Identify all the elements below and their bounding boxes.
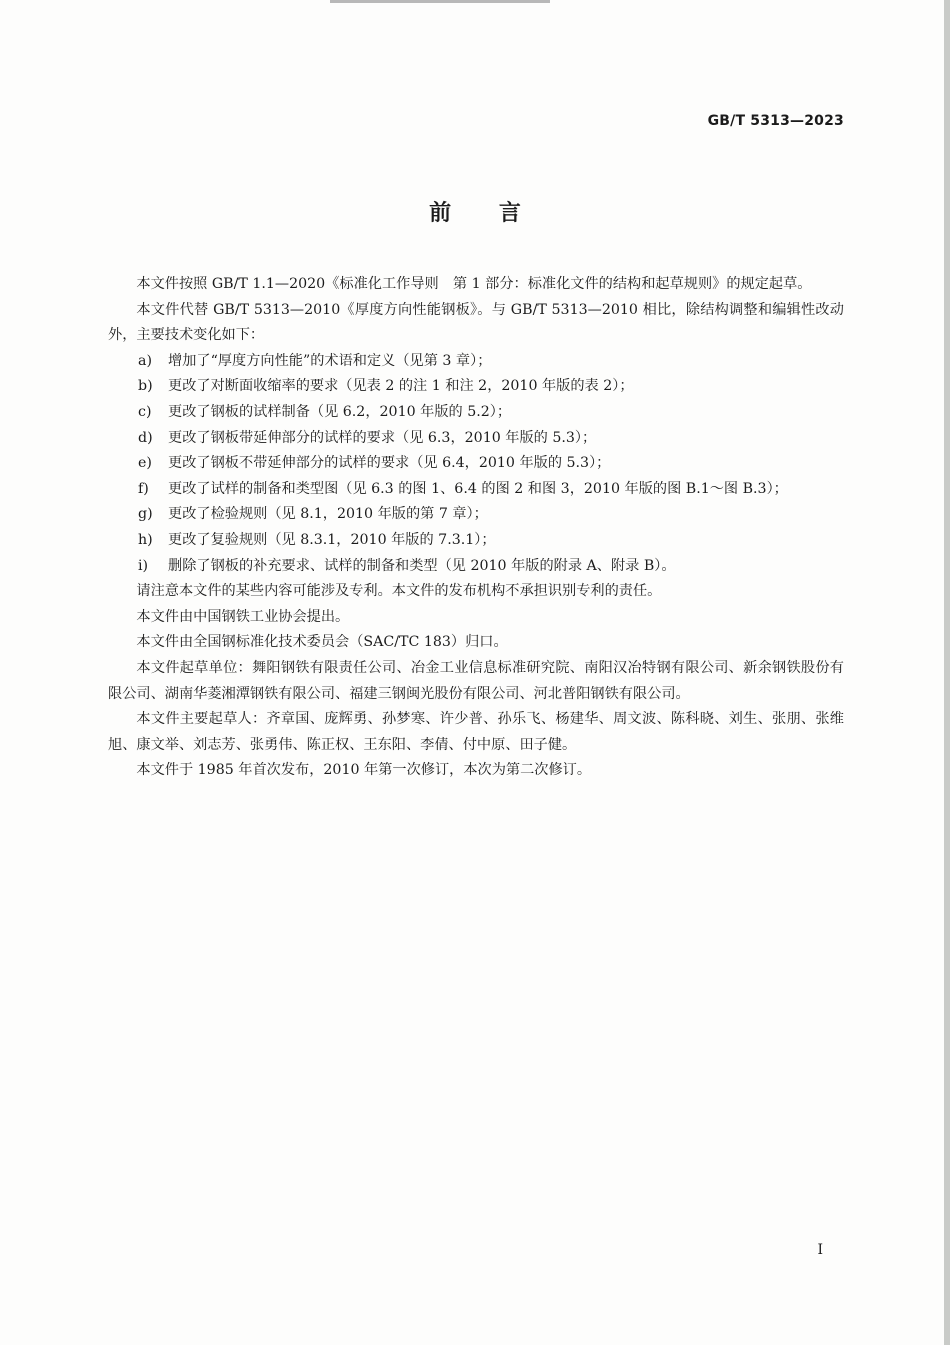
- list-item-label: c): [138, 403, 152, 420]
- list-item-label: b): [138, 378, 153, 395]
- list-item-label: e): [138, 455, 152, 472]
- list-item: [108, 502, 844, 528]
- list-item-text: 更改了钢板带延伸部分的试样的要求（见 6.3，2010 年版的 5.3）；: [168, 429, 597, 446]
- list-item: [108, 528, 844, 554]
- list-item: [108, 400, 844, 426]
- foreword-content: [108, 272, 844, 784]
- list-item-label: h): [138, 531, 153, 548]
- paragraph-replacement: 本文件代替 GB/T 5313—2010《厚度方向性能钢板》。与 GB/T 5313—2010 相比，除结构调整和编辑性改动外，主要技术变化如下：: [108, 301, 844, 344]
- list-item-label: g): [138, 506, 153, 523]
- list-item-label: f): [138, 480, 149, 497]
- list-item-text: 更改了检验规则（见 8.1，2010 年版的第 7 章）；: [168, 506, 488, 523]
- list-item-text: 更改了试样的制备和类型图（见 6.3 的图 1、6.4 的图 2 和图 3，2010 年版的图 B.1～图 B.3）；: [168, 480, 788, 497]
- list-item: [108, 554, 844, 580]
- page-number: I: [817, 1242, 823, 1258]
- paragraph-drafting-units: 本文件起草单位：舞阳钢铁有限责任公司、冶金工业信息标准研究院、南阳汉冶特钢有限公司、新余钢铁股份有限公司、湖南华菱湘潭钢铁有限公司、福建三钢闽光股份有限公司、河北普阳钢铁有限公司。: [108, 659, 844, 702]
- paragraph-centralized-unit: 本文件由全国钢标准化技术委员会（SAC/TC 183）归口。: [136, 634, 508, 651]
- list-item-label: d): [138, 429, 153, 446]
- paragraph-publication-history: 本文件于 1985 年首次发布，2010 年第一次修订，本次为第二次修订。: [136, 762, 592, 779]
- list-item-text: 更改了钢板的试样制备（见 6.2，2010 年版的 5.2）；: [168, 403, 512, 420]
- page-title: 前 言: [429, 201, 521, 226]
- list-item: [108, 477, 844, 503]
- list-item: [108, 349, 844, 375]
- scan-top-edge: [330, 0, 550, 3]
- document-code: GB/T 5313—2023: [707, 113, 844, 129]
- list-item-text: 更改了钢板不带延伸部分的试样的要求（见 6.4，2010 年版的 5.3）；: [168, 455, 611, 472]
- list-item-text: 增加了“厚度方向性能”的术语和定义（见第 3 章）；: [168, 352, 492, 369]
- list-item-label: i): [138, 557, 149, 574]
- list-item-text: 更改了复验规则（见 8.3.1，2010 年版的 7.3.1）；: [168, 531, 496, 548]
- list-item-text: 更改了对断面收缩率的要求（见表 2 的注 1 和注 2，2010 年版的表 2）；: [168, 378, 634, 395]
- list-item-text: 删除了钢板的补充要求、试样的制备和类型（见 2010 年版的附录 A、附录 B）。: [168, 557, 676, 574]
- list-item: [108, 374, 844, 400]
- paragraph-proposer: 本文件由中国钢铁工业协会提出。: [136, 608, 350, 625]
- list-item-label: a): [138, 352, 152, 369]
- list-item: [108, 451, 844, 477]
- paragraph-drafting-rules: 本文件按照 GB/T 1.1—2020《标准化工作导则 第 1 部分：标准化文件的结构和起草规则》的规定起草。: [136, 276, 812, 292]
- paragraph-patent-notice: 请注意本文件的某些内容可能涉及专利。本文件的发布机构不承担识别专利的责任。: [136, 583, 662, 600]
- paragraph-drafters: 本文件主要起草人：齐章国、庞辉勇、孙梦寒、许少普、孙乐飞、杨建华、周文波、陈科晓、刘生、张朋、张维旭、康文举、刘志芳、张勇伟、陈正权、王东阳、李倩、付中原、田子健。: [108, 711, 844, 753]
- list-item: [108, 426, 844, 452]
